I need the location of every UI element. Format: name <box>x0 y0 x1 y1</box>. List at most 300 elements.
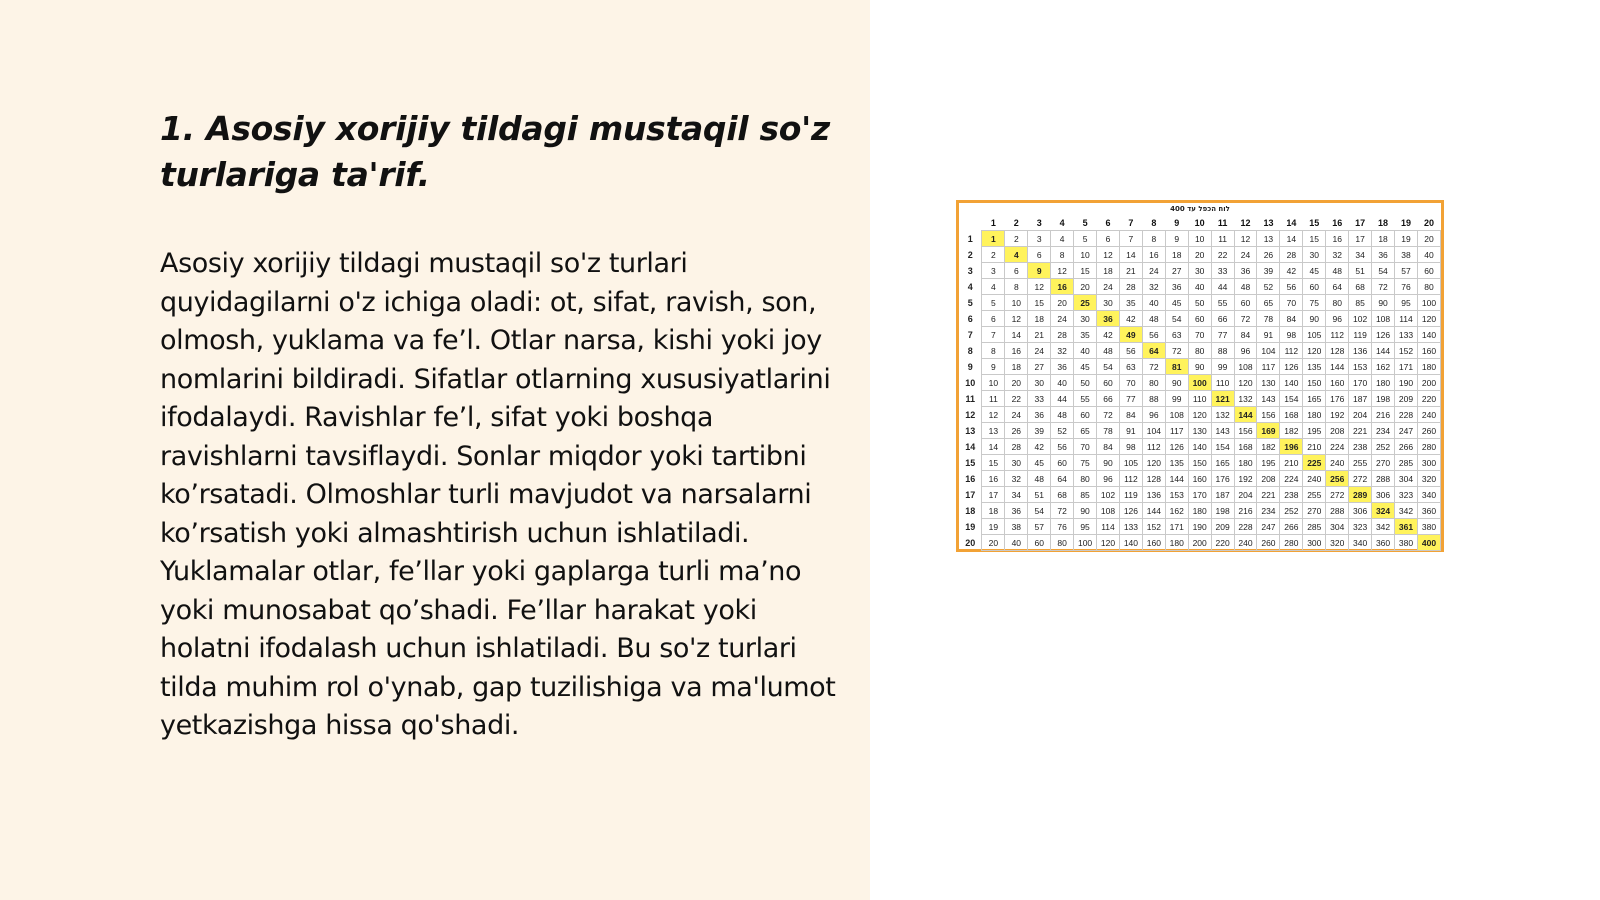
product-cell: 285 <box>1303 519 1326 535</box>
product-cell: 105 <box>1303 327 1326 343</box>
product-cell: 180 <box>1417 359 1440 375</box>
product-cell: 114 <box>1395 311 1418 327</box>
product-cell: 120 <box>1097 535 1120 551</box>
product-cell: 112 <box>1280 343 1303 359</box>
product-cell: 285 <box>1395 455 1418 471</box>
product-cell: 36 <box>1051 359 1074 375</box>
product-cell: 54 <box>1165 311 1188 327</box>
product-cell: 210 <box>1280 455 1303 471</box>
product-cell: 320 <box>1326 535 1349 551</box>
product-cell: 15 <box>1074 263 1097 279</box>
product-cell: 154 <box>1280 391 1303 407</box>
product-cell: 12 <box>1005 311 1028 327</box>
column-header: 18 <box>1378 217 1389 228</box>
product-cell: 140 <box>1188 439 1211 455</box>
product-cell: 80 <box>1142 375 1165 391</box>
column-header: 4 <box>1059 217 1065 228</box>
product-cell: 135 <box>1303 359 1326 375</box>
product-cell: 14 <box>1005 327 1028 343</box>
row-header: 17 <box>965 489 976 500</box>
product-cell: 60 <box>1303 279 1326 295</box>
row-header: 2 <box>967 249 973 260</box>
product-cell: 30 <box>1028 375 1051 391</box>
product-cell: 100 <box>1074 535 1097 551</box>
product-cell: 26 <box>1257 247 1280 263</box>
product-cell: 50 <box>1188 295 1211 311</box>
product-cell: 16 <box>1326 231 1349 247</box>
product-cell: 57 <box>1028 519 1051 535</box>
product-cell: 180 <box>1234 455 1257 471</box>
product-cell: 22 <box>1005 391 1028 407</box>
product-cell: 98 <box>1280 327 1303 343</box>
product-cell: 91 <box>1257 327 1280 343</box>
product-cell: 102 <box>1097 487 1120 503</box>
product-cell: 56 <box>1142 327 1165 343</box>
product-cell: 95 <box>1395 295 1418 311</box>
product-cell: 255 <box>1349 455 1372 471</box>
square-cell: 144 <box>1234 407 1257 423</box>
product-cell: 238 <box>1349 439 1372 455</box>
product-cell: 28 <box>1280 247 1303 263</box>
product-cell: 247 <box>1395 423 1418 439</box>
product-cell: 24 <box>1051 311 1074 327</box>
square-cell: 25 <box>1074 295 1097 311</box>
table-row <box>959 535 1441 551</box>
slide-paragraph: Asosiy xorijiy tildagi mustaqil so'z turlari quyidagilarni o'z ichiga oladi: ot, sifat, ravish, son, olmosh, yuklama va fe’l. Otlar narsa, kishi yoki joy nomlarini bildiradi. Sifatlar otlarning xususiyatlarini ifodalaydi. Ravishlar fe’l, sifat yoki boshqa ravishlarni tavsiflaydi. Sonlar miqdor yoki tartibni ko’rsatadi. Olmoshlar turli mavjudot va narsalarni ko’rsatish yoki almashtirish uchun ishlatiladi. Yuklamalar otlar, fe’llar yoki gaplarga turli ma’no yoki munosabat qo’shadi. Fe’llar harakat yoki holatni ifodalash uchun ishlatiladi. Bu so'z turlari tilda muhim rol o'ynab, gap tuzilishiga va ma'lumot yetkazishga hissa qo'shadi. <box>160 248 836 741</box>
product-cell: 40 <box>1051 375 1074 391</box>
product-cell: 56 <box>1119 343 1142 359</box>
product-cell: 30 <box>1188 263 1211 279</box>
product-cell: 136 <box>1142 487 1165 503</box>
table-row <box>959 375 1441 391</box>
product-cell: 8 <box>1051 247 1074 263</box>
square-cell: 49 <box>1119 327 1142 343</box>
multiplication-table-image <box>956 200 1444 552</box>
product-cell: 112 <box>1119 471 1142 487</box>
product-cell: 144 <box>1142 503 1165 519</box>
product-cell: 160 <box>1188 471 1211 487</box>
product-cell: 22 <box>1211 247 1234 263</box>
table-row <box>959 295 1441 311</box>
row-header: 11 <box>965 393 975 404</box>
row-header: 9 <box>967 361 973 372</box>
product-cell: 15 <box>1303 231 1326 247</box>
slide-heading: 1. Asosiy xorijiy tildagi mustaqil so'z turlariga ta'rif. <box>160 109 830 194</box>
product-cell: 8 <box>1005 279 1028 295</box>
product-cell: 16 <box>1142 247 1165 263</box>
product-cell: 12 <box>1097 247 1120 263</box>
product-cell: 156 <box>1234 423 1257 439</box>
product-cell: 28 <box>1119 279 1142 295</box>
square-cell: 1 <box>982 231 1005 247</box>
product-cell: 143 <box>1257 391 1280 407</box>
table-row <box>959 343 1441 359</box>
product-cell: 98 <box>1119 439 1142 455</box>
product-cell: 119 <box>1119 487 1142 503</box>
product-cell: 240 <box>1234 535 1257 551</box>
product-cell: 360 <box>1417 503 1440 519</box>
table-row <box>959 391 1441 407</box>
product-cell: 5 <box>1074 231 1097 247</box>
product-cell: 182 <box>1280 423 1303 439</box>
square-cell: 400 <box>1417 535 1440 551</box>
table-row <box>959 327 1441 343</box>
product-cell: 153 <box>1349 359 1372 375</box>
product-cell: 128 <box>1326 343 1349 359</box>
product-cell: 192 <box>1234 471 1257 487</box>
product-cell: 228 <box>1234 519 1257 535</box>
product-cell: 280 <box>1280 535 1303 551</box>
product-cell: 6 <box>1097 231 1120 247</box>
product-cell: 28 <box>1051 327 1074 343</box>
table-row <box>959 311 1441 327</box>
product-cell: 80 <box>1326 295 1349 311</box>
product-cell: 168 <box>1234 439 1257 455</box>
product-cell: 63 <box>1119 359 1142 375</box>
product-cell: 13 <box>1257 231 1280 247</box>
product-cell: 48 <box>1028 471 1051 487</box>
product-cell: 32 <box>1051 343 1074 359</box>
product-cell: 40 <box>1188 279 1211 295</box>
product-cell: 128 <box>1142 471 1165 487</box>
product-cell: 16 <box>1005 343 1028 359</box>
product-cell: 65 <box>1257 295 1280 311</box>
square-cell: 16 <box>1051 279 1074 295</box>
product-cell: 30 <box>1303 247 1326 263</box>
product-cell: 36 <box>1028 407 1051 423</box>
product-cell: 170 <box>1188 487 1211 503</box>
product-cell: 110 <box>1211 375 1234 391</box>
product-cell: 60 <box>1074 407 1097 423</box>
product-cell: 51 <box>1349 263 1372 279</box>
product-cell: 224 <box>1326 439 1349 455</box>
product-cell: 60 <box>1051 455 1074 471</box>
product-cell: 114 <box>1097 519 1120 535</box>
product-cell: 160 <box>1142 535 1165 551</box>
product-cell: 112 <box>1142 439 1165 455</box>
table-row <box>959 519 1441 535</box>
product-cell: 30 <box>1074 311 1097 327</box>
product-cell: 77 <box>1211 327 1234 343</box>
product-cell: 135 <box>1165 455 1188 471</box>
column-header: 20 <box>1423 217 1434 228</box>
column-header: 14 <box>1286 217 1297 228</box>
product-cell: 18 <box>1005 359 1028 375</box>
product-cell: 12 <box>1234 231 1257 247</box>
product-cell: 126 <box>1372 327 1395 343</box>
product-cell: 36 <box>1165 279 1188 295</box>
column-header: 7 <box>1128 217 1134 228</box>
product-cell: 130 <box>1188 423 1211 439</box>
table-row <box>959 279 1441 295</box>
table-row <box>959 471 1441 487</box>
product-cell: 44 <box>1051 391 1074 407</box>
product-cell: 100 <box>1417 295 1440 311</box>
product-cell: 7 <box>982 327 1005 343</box>
product-cell: 52 <box>1257 279 1280 295</box>
product-cell: 91 <box>1119 423 1142 439</box>
product-cell: 360 <box>1372 535 1395 551</box>
product-cell: 171 <box>1165 519 1188 535</box>
product-cell: 120 <box>1188 407 1211 423</box>
product-cell: 68 <box>1051 487 1074 503</box>
product-cell: 144 <box>1165 471 1188 487</box>
product-cell: 272 <box>1349 471 1372 487</box>
product-cell: 36 <box>1372 247 1395 263</box>
product-cell: 48 <box>1097 343 1120 359</box>
product-cell: 45 <box>1303 263 1326 279</box>
table-row <box>959 359 1441 375</box>
product-cell: 136 <box>1349 343 1372 359</box>
product-cell: 228 <box>1395 407 1418 423</box>
product-cell: 64 <box>1051 471 1074 487</box>
product-cell: 165 <box>1303 391 1326 407</box>
table-row <box>959 247 1441 263</box>
product-cell: 144 <box>1372 343 1395 359</box>
product-cell: 30 <box>1005 455 1028 471</box>
product-cell: 260 <box>1417 423 1440 439</box>
product-cell: 108 <box>1165 407 1188 423</box>
product-cell: 75 <box>1074 455 1097 471</box>
product-cell: 64 <box>1326 279 1349 295</box>
product-cell: 132 <box>1234 391 1257 407</box>
product-cell: 8 <box>982 343 1005 359</box>
product-cell: 18 <box>1028 311 1051 327</box>
table-row <box>959 503 1441 519</box>
product-cell: 56 <box>1051 439 1074 455</box>
product-cell: 42 <box>1280 263 1303 279</box>
product-cell: 11 <box>1211 231 1234 247</box>
product-cell: 96 <box>1326 311 1349 327</box>
product-cell: 54 <box>1028 503 1051 519</box>
product-cell: 168 <box>1280 407 1303 423</box>
product-cell: 55 <box>1074 391 1097 407</box>
product-cell: 24 <box>1234 247 1257 263</box>
table-row <box>959 231 1441 247</box>
product-cell: 7 <box>1119 231 1142 247</box>
product-cell: 119 <box>1349 327 1372 343</box>
product-cell: 3 <box>982 263 1005 279</box>
product-cell: 180 <box>1188 503 1211 519</box>
table-row <box>959 407 1441 423</box>
product-cell: 150 <box>1303 375 1326 391</box>
product-cell: 88 <box>1142 391 1165 407</box>
product-cell: 220 <box>1417 391 1440 407</box>
product-cell: 27 <box>1165 263 1188 279</box>
product-cell: 6 <box>1028 247 1051 263</box>
product-cell: 60 <box>1417 263 1440 279</box>
row-header: 12 <box>965 409 976 420</box>
product-cell: 221 <box>1349 423 1372 439</box>
product-cell: 126 <box>1280 359 1303 375</box>
product-cell: 45 <box>1165 295 1188 311</box>
square-cell: 225 <box>1303 455 1326 471</box>
product-cell: 144 <box>1326 359 1349 375</box>
product-cell: 50 <box>1074 375 1097 391</box>
product-cell: 90 <box>1165 375 1188 391</box>
product-cell: 19 <box>1395 231 1418 247</box>
product-cell: 126 <box>1165 439 1188 455</box>
square-cell: 100 <box>1188 375 1211 391</box>
product-cell: 20 <box>982 535 1005 551</box>
column-header: 8 <box>1151 217 1157 228</box>
product-cell: 132 <box>1211 407 1234 423</box>
row-header: 5 <box>967 297 973 308</box>
product-cell: 80 <box>1417 279 1440 295</box>
product-cell: 40 <box>1142 295 1165 311</box>
product-cell: 36 <box>1005 503 1028 519</box>
product-cell: 2 <box>1005 231 1028 247</box>
product-cell: 90 <box>1097 455 1120 471</box>
column-header: 5 <box>1082 217 1088 228</box>
product-cell: 10 <box>1074 247 1097 263</box>
product-cell: 10 <box>982 375 1005 391</box>
product-cell: 75 <box>1303 295 1326 311</box>
product-cell: 15 <box>1028 295 1051 311</box>
product-cell: 72 <box>1097 407 1120 423</box>
product-cell: 63 <box>1165 327 1188 343</box>
product-cell: 96 <box>1097 471 1120 487</box>
product-cell: 152 <box>1142 519 1165 535</box>
product-cell: 247 <box>1257 519 1280 535</box>
product-cell: 208 <box>1257 471 1280 487</box>
product-cell: 120 <box>1142 455 1165 471</box>
product-cell: 76 <box>1395 279 1418 295</box>
product-cell: 8 <box>1142 231 1165 247</box>
product-cell: 180 <box>1372 375 1395 391</box>
row-header: 13 <box>965 425 976 436</box>
product-cell: 304 <box>1395 471 1418 487</box>
product-cell: 12 <box>1051 263 1074 279</box>
product-cell: 60 <box>1097 375 1120 391</box>
product-cell: 133 <box>1119 519 1142 535</box>
product-cell: 238 <box>1280 487 1303 503</box>
product-cell: 72 <box>1234 311 1257 327</box>
product-cell: 104 <box>1257 343 1280 359</box>
product-cell: 99 <box>1211 359 1234 375</box>
product-cell: 143 <box>1211 423 1234 439</box>
product-cell: 26 <box>1005 423 1028 439</box>
product-cell: 195 <box>1257 455 1280 471</box>
product-cell: 380 <box>1395 535 1418 551</box>
product-cell: 240 <box>1326 455 1349 471</box>
product-cell: 40 <box>1005 535 1028 551</box>
product-cell: 15 <box>982 455 1005 471</box>
product-cell: 210 <box>1303 439 1326 455</box>
row-header: 18 <box>965 505 976 516</box>
product-cell: 306 <box>1372 487 1395 503</box>
product-cell: 72 <box>1051 503 1074 519</box>
product-cell: 340 <box>1349 535 1372 551</box>
product-cell: 180 <box>1165 535 1188 551</box>
product-cell: 300 <box>1303 535 1326 551</box>
row-header: 10 <box>965 377 976 388</box>
product-cell: 39 <box>1028 423 1051 439</box>
product-cell: 24 <box>1028 343 1051 359</box>
product-cell: 54 <box>1372 263 1395 279</box>
product-cell: 156 <box>1257 407 1280 423</box>
row-header: 6 <box>967 313 973 324</box>
column-header: 6 <box>1105 217 1111 228</box>
product-cell: 60 <box>1234 295 1257 311</box>
column-header: 19 <box>1400 217 1411 228</box>
square-cell: 36 <box>1097 311 1120 327</box>
product-cell: 140 <box>1417 327 1440 343</box>
column-header: 2 <box>1013 217 1019 228</box>
product-cell: 40 <box>1417 247 1440 263</box>
row-header: 15 <box>965 457 976 468</box>
product-cell: 3 <box>1028 231 1051 247</box>
product-cell: 260 <box>1257 535 1280 551</box>
product-cell: 162 <box>1372 359 1395 375</box>
product-cell: 11 <box>982 391 1005 407</box>
product-cell: 112 <box>1326 327 1349 343</box>
table-row <box>959 439 1441 455</box>
product-cell: 90 <box>1074 503 1097 519</box>
product-cell: 4 <box>1051 231 1074 247</box>
product-cell: 209 <box>1211 519 1234 535</box>
product-cell: 20 <box>1074 279 1097 295</box>
product-cell: 39 <box>1257 263 1280 279</box>
product-cell: 33 <box>1211 263 1234 279</box>
column-header: 13 <box>1263 217 1274 228</box>
product-cell: 24 <box>1005 407 1028 423</box>
row-header: 20 <box>965 537 976 548</box>
product-cell: 84 <box>1097 439 1120 455</box>
product-cell: 320 <box>1417 471 1440 487</box>
product-cell: 140 <box>1280 375 1303 391</box>
square-cell: 196 <box>1280 439 1303 455</box>
product-cell: 12 <box>1028 279 1051 295</box>
product-cell: 38 <box>1005 519 1028 535</box>
square-cell: 81 <box>1165 359 1188 375</box>
product-cell: 72 <box>1142 359 1165 375</box>
product-cell: 72 <box>1372 279 1395 295</box>
product-cell: 108 <box>1097 503 1120 519</box>
table-row <box>959 263 1441 279</box>
product-cell: 9 <box>1165 231 1188 247</box>
product-cell: 66 <box>1211 311 1234 327</box>
product-cell: 117 <box>1165 423 1188 439</box>
product-cell: 6 <box>982 311 1005 327</box>
product-cell: 182 <box>1257 439 1280 455</box>
product-cell: 88 <box>1211 343 1234 359</box>
product-cell: 45 <box>1074 359 1097 375</box>
product-cell: 35 <box>1074 327 1097 343</box>
column-header: 11 <box>1217 217 1228 228</box>
product-cell: 78 <box>1097 423 1120 439</box>
product-cell: 38 <box>1395 247 1418 263</box>
product-cell: 160 <box>1326 375 1349 391</box>
product-cell: 32 <box>1142 279 1165 295</box>
table-corner <box>959 215 982 231</box>
square-cell: 4 <box>1005 247 1028 263</box>
product-cell: 280 <box>1417 439 1440 455</box>
product-cell: 33 <box>1028 391 1051 407</box>
product-cell: 66 <box>1097 391 1120 407</box>
product-cell: 209 <box>1395 391 1418 407</box>
square-cell: 289 <box>1349 487 1372 503</box>
product-cell: 80 <box>1188 343 1211 359</box>
product-cell: 255 <box>1303 487 1326 503</box>
product-cell: 24 <box>1142 263 1165 279</box>
product-cell: 20 <box>1188 247 1211 263</box>
product-cell: 306 <box>1349 503 1372 519</box>
product-cell: 6 <box>1005 263 1028 279</box>
product-cell: 176 <box>1326 391 1349 407</box>
product-cell: 120 <box>1234 375 1257 391</box>
square-cell: 256 <box>1326 471 1349 487</box>
